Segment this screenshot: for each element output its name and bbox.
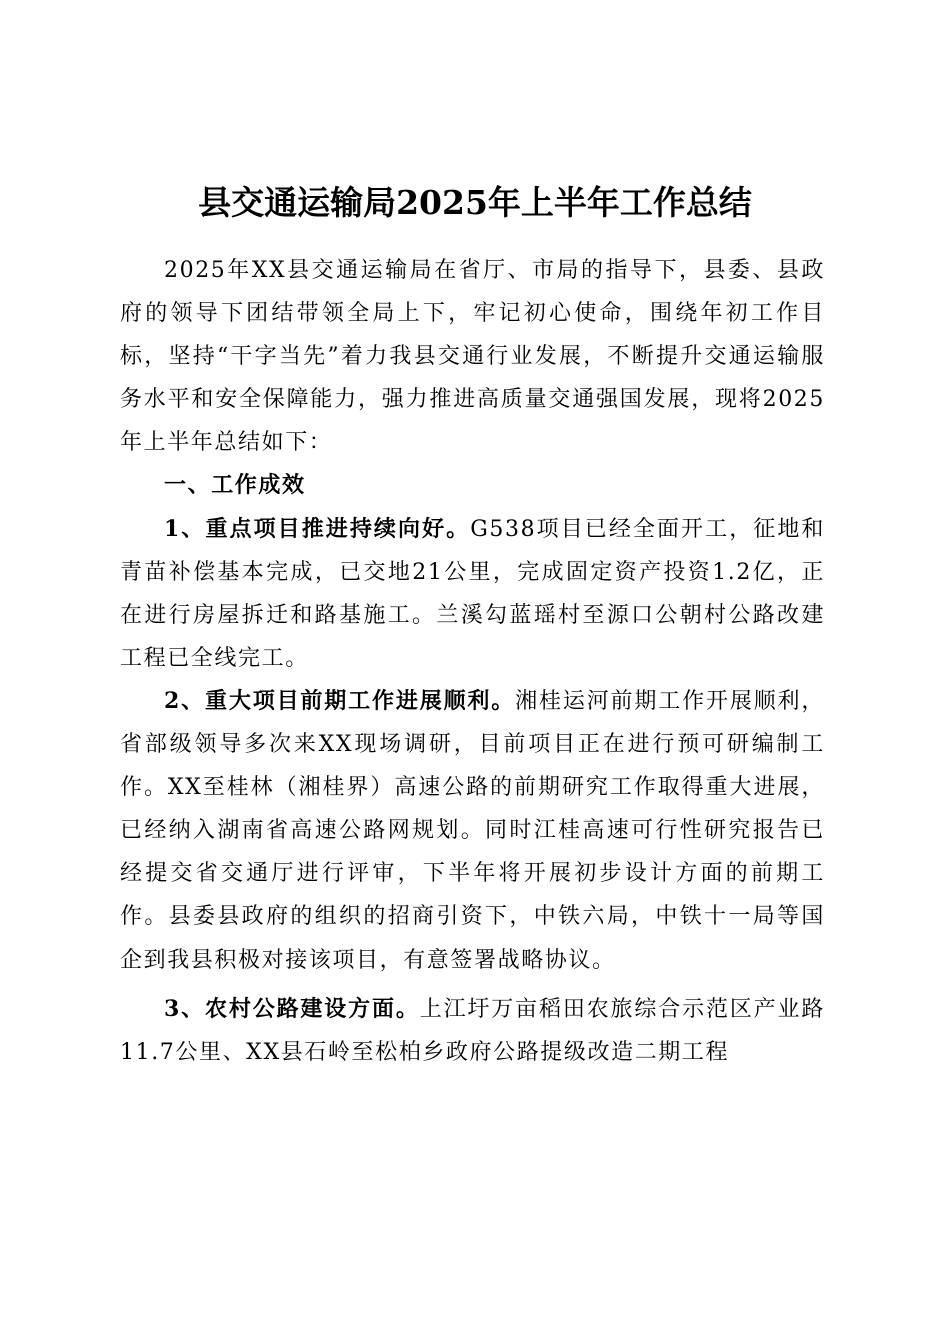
intro-paragraph: 2025年XX县交通运输局在省厅、市局的指导下，县委、县政府的领导下团结带领全局上下，牢记初心使命，围绕年初工作目标，坚持“干字当先”着力我县交通行业发展，不断提升交通运输服务水平和安全保障能力，强力推进高质量交通强国发展，现将2025年上半年总结如下： xyxy=(120,258,825,456)
item-paragraph-2 xyxy=(120,680,825,982)
document-title: 县交通运输局2025年上半年工作总结 xyxy=(198,183,752,222)
item-lead-2: 2、重大项目前期工作进展顺利。 xyxy=(164,687,516,714)
item-paragraph-1 xyxy=(120,508,825,680)
item-lead-3: 3、农村公路建设方面。 xyxy=(164,995,420,1022)
item-text-2: 湘桂运河前期工作开展顺利，省部级领导多次来XX现场调研，目前项目正在进行预可研编制工作。XX至桂林（湘桂界）高速公路的前期研究工作取得重大进展，已经纳入湖南省高速公路网规划。同时江桂高速可行性研究报告已经提交省交通厅进行评审，下半年将开展初步设计方面的前期工作。县委县政府的组织的招商引资下，中铁六局，中铁十一局等国企到我县积极对接该项目，有意签署战略协议。 xyxy=(120,688,825,973)
section-heading-achievements: 一、工作成效 xyxy=(164,472,306,499)
item-text-1: G538项目已经全面开工，征地和青苗补偿基本完成，已交地21公里，完成固定资产投资1.2亿，正在进行房屋拆迁和路基施工。兰溪勾蓝瑶村至源口公朝村公路改建工程已全线完工。 xyxy=(120,516,825,671)
item-paragraph-3 xyxy=(120,988,825,1074)
item-text-3: 上江圩万亩稻田农旅综合示范区产业路11.7公里、XX县石岭至松柏乡政府公路提级改造二期工程 xyxy=(120,996,825,1065)
item-lead-1: 1、重点项目推进持续向好。 xyxy=(164,515,471,542)
document-body xyxy=(120,249,825,1074)
